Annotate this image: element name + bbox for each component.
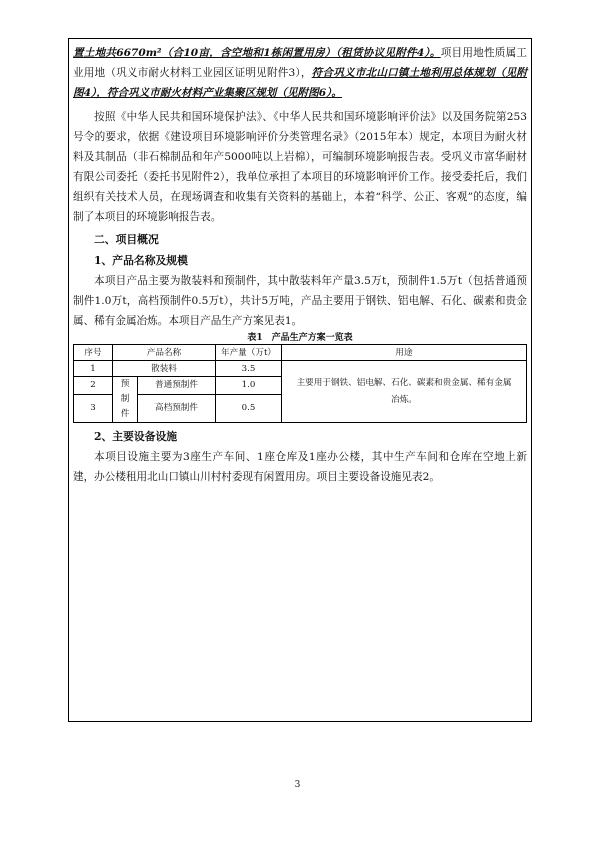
land-use-text: 项目用地性质属工业用地（巩义市耐火材料工业园区证明见附件3）， — [73, 47, 528, 79]
cell-qty: 1.0 — [216, 377, 282, 395]
cell-name: 普通预制件 — [138, 377, 216, 395]
paragraph-equipment: 本项目设施主要为3座生产车间、1座仓库及1座办公楼，其中生产车间和仓库在空地上新建，办公楼租用北山口镇山川村村委现有闲置用房。项目主要设备设施见表2。 — [73, 451, 527, 483]
header-qty: 年产量（万t） — [216, 345, 282, 361]
header-usage: 用途 — [282, 345, 527, 361]
page-number: 3 — [294, 780, 301, 790]
table-row — [74, 361, 527, 377]
product-table — [73, 344, 527, 423]
header-name: 产品名称 — [113, 345, 216, 361]
cell-no: 1 — [74, 361, 113, 377]
header-no: 序号 — [74, 345, 113, 361]
cell-no: 2 — [74, 377, 113, 395]
section-heading-overview: 二、项目概况 — [94, 233, 159, 246]
paragraph-product: 本项目产品主要为散装料和预制件，其中散装料年产量3.5万t，预制件1.5万t（包括普通预制件1.0万t，高档预制件0.5万t），共计5万吨，产品主要用于钢铁、铝电解、石化、碳素和贵金属、稀有金属冶炼。本项目产品生产方案见表1。 — [73, 275, 527, 327]
cell-group-label: 预制件 — [113, 377, 138, 423]
table-header-row — [74, 345, 527, 361]
content-frame — [68, 38, 532, 722]
cell-no: 3 — [74, 394, 113, 422]
paragraph-land — [73, 43, 527, 103]
subheading-equipment: 2、主要设备设施 — [94, 430, 178, 443]
cell-qty: 0.5 — [216, 394, 282, 422]
cell-qty: 3.5 — [216, 361, 282, 377]
content-body — [73, 43, 527, 487]
land-lease-text: 置土地共6670m²（合10亩，含空地和1栋闲置用房）（租赁协议见附件4）。 — [73, 47, 441, 59]
paragraph-basis: 按照《中华人民共和国环境保护法》、《中华人民共和国环境影响评价法》以及国务院第253号令的要求，依据《建设项目环境影响评价分类管理名录》（2015年本）规定，本项目为耐火材料及其制品（非石棉制品和年产5000吨以上岩棉），可编制环境影响报告表。受巩义市富华耐材有限公司委托（委托书见附件2），我单位承担了本项目的环境影响评价工作。接受委托后，我们组织有关技术人员，在现场调查和收集有关资料的基础上，本着“科学、公正、客观”的态度，编制了本项目的环境影响报告表。 — [73, 111, 527, 223]
planning-conformity-text: 符合巩义市北山口镇土地利用总体规划（见附图4），符合巩义市耐火材料产业集聚区规划（见附图6）。 — [73, 67, 527, 99]
cell-usage: 主要用于钢铁、铝电解、石化、碳素和贵金属、稀有金属冶炼。 — [282, 361, 527, 423]
cell-name: 高档预制件 — [138, 394, 216, 422]
cell-name: 散装料 — [113, 361, 216, 377]
subheading-product: 1、产品名称及规模 — [94, 254, 188, 267]
table-caption: 表1 产品生产方案一览表 — [247, 333, 353, 343]
